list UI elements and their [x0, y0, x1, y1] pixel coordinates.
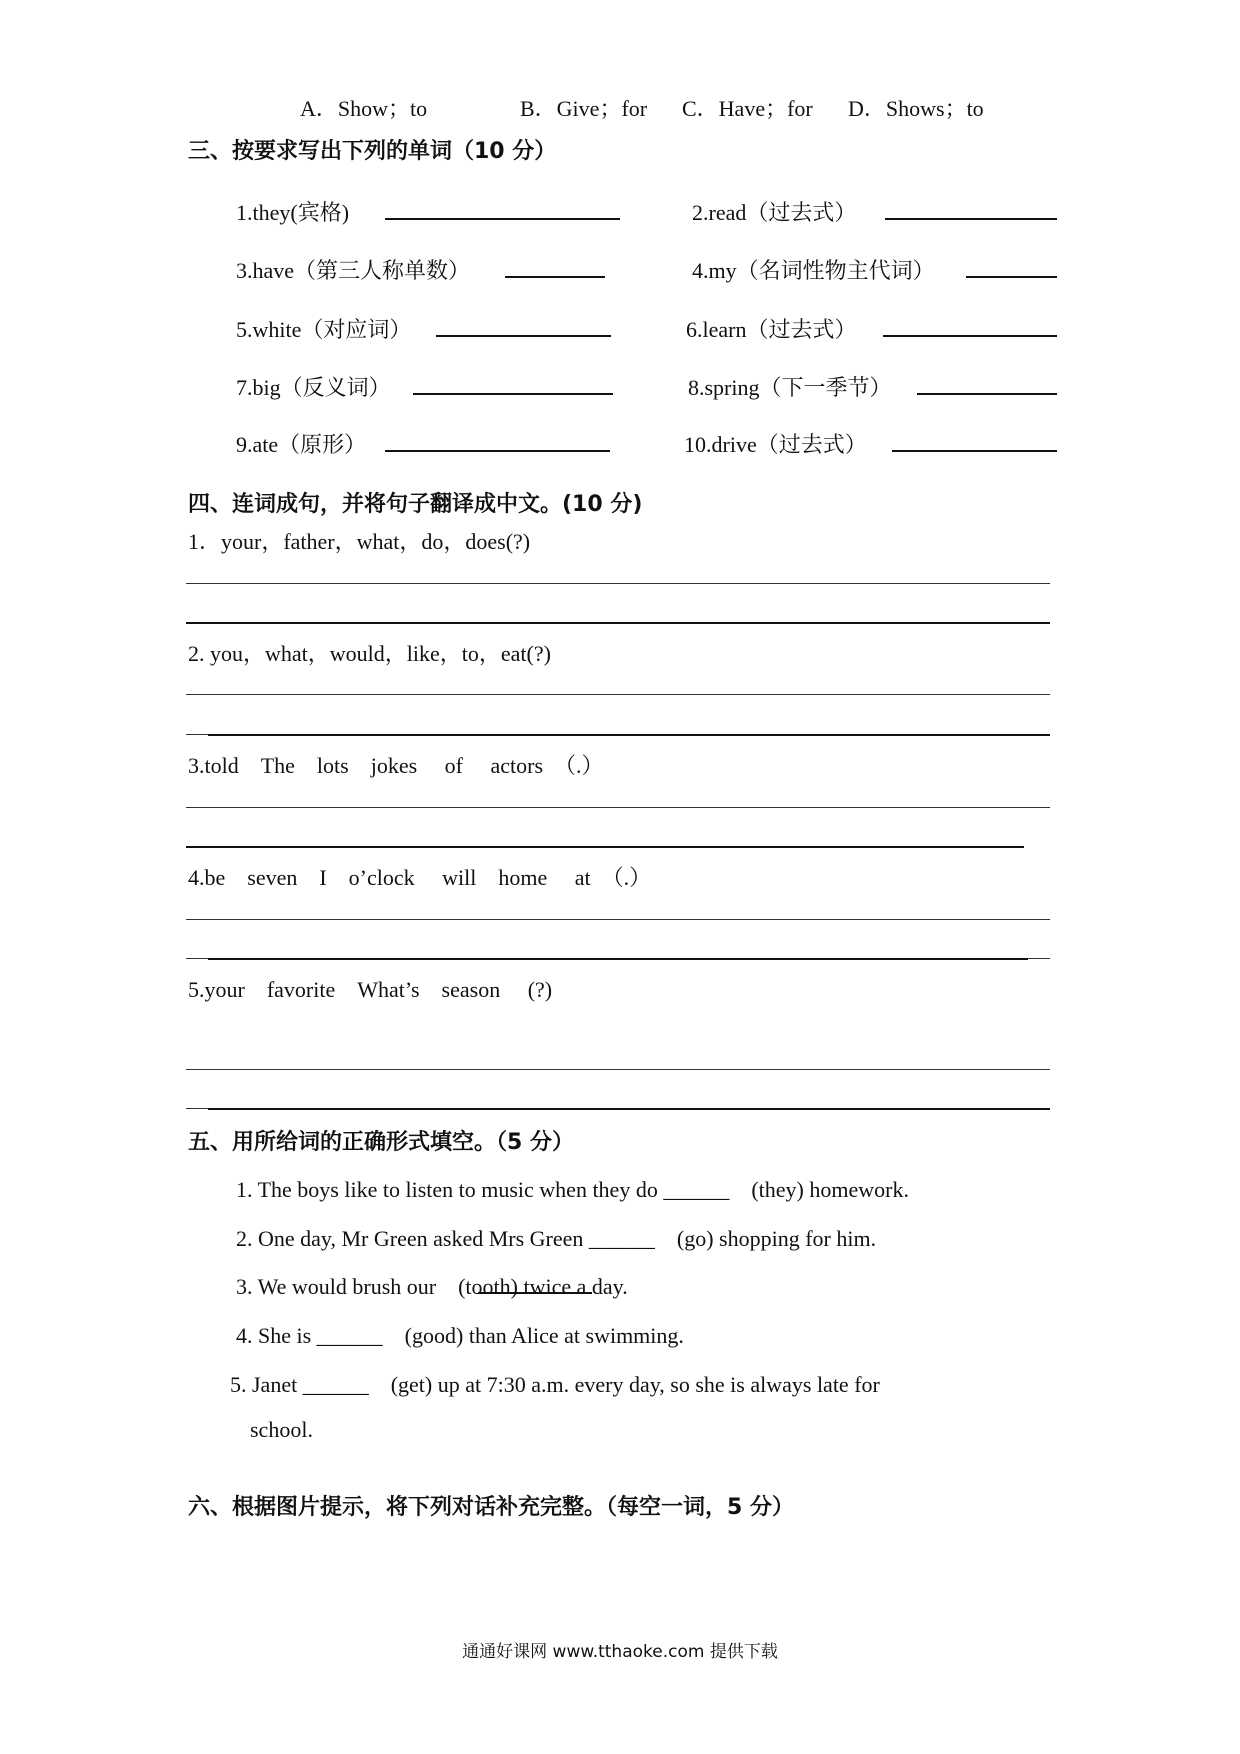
answer-line[interactable] — [436, 335, 611, 337]
fill-blank-item: 5. Janet ______ (get) up at 7:30 a.m. every day, so she is always late for — [230, 1372, 880, 1397]
writing-line-lead — [186, 958, 208, 959]
fill-blank-continuation: school. — [250, 1417, 313, 1442]
writing-line-lead — [186, 734, 208, 735]
answer-line[interactable] — [885, 218, 1057, 220]
writing-line[interactable] — [186, 583, 1050, 584]
writing-line[interactable] — [208, 734, 1050, 736]
reorder-question: 2. you，what，would，like，to，eat(?) — [188, 641, 551, 666]
writing-line[interactable] — [186, 919, 1050, 920]
answer-line[interactable] — [966, 276, 1057, 278]
option-c: C．Have；for — [682, 96, 813, 121]
section4-title: 四、连词成句，并将句子翻译成中文。(10 分) — [188, 492, 643, 517]
fill-blank-line[interactable] — [478, 1292, 592, 1294]
option-d: D．Shows；to — [848, 96, 984, 121]
word-item: 8.spring（下一季节） — [688, 375, 892, 400]
reorder-question: 1．your，father，what，do，does(?) — [188, 529, 531, 554]
reorder-question: 5.your favorite What’s season (?) — [188, 977, 553, 1002]
writing-line[interactable] — [186, 694, 1050, 695]
answer-line[interactable] — [385, 218, 620, 220]
section6-title: 六、根据图片提示，将下列对话补充完整。（每空一词，5 分） — [188, 1495, 794, 1520]
answer-line[interactable] — [505, 276, 605, 278]
writing-line[interactable] — [186, 622, 1050, 624]
writing-line[interactable] — [208, 958, 1028, 960]
answer-line[interactable] — [413, 393, 613, 395]
word-item: 2.read（过去式） — [692, 200, 857, 225]
writing-line[interactable] — [186, 1069, 1050, 1070]
fill-blank-item: 3. We would brush our (tooth) twice a day. — [236, 1274, 628, 1299]
option-a: A．Show；to — [300, 96, 428, 121]
word-item: 4.my（名词性物主代词） — [692, 258, 935, 283]
word-item: 10.drive（过去式） — [684, 432, 867, 457]
answer-line[interactable] — [892, 450, 1057, 452]
answer-line[interactable] — [917, 393, 1057, 395]
section3-title: 三、按要求写出下列的单词（10 分） — [188, 139, 557, 164]
reorder-question: 4.be seven I o’clock will home at （.） — [188, 865, 652, 890]
writing-line[interactable] — [208, 1108, 1050, 1110]
fill-blank-item: 4. She is ______ (good) than Alice at swimming. — [236, 1323, 684, 1348]
writing-line-lead — [186, 1108, 208, 1109]
word-item: 1.they(宾格) — [236, 200, 350, 225]
word-item: 9.ate（原形） — [236, 432, 367, 457]
word-item: 3.have（第三人称单数） — [236, 258, 471, 283]
section5-title: 五、用所给词的正确形式填空。（5 分） — [188, 1130, 574, 1155]
answer-line[interactable] — [883, 335, 1057, 337]
writing-line[interactable] — [186, 846, 1024, 848]
option-b: B．Give；for — [520, 96, 648, 121]
word-item: 6.learn（过去式） — [686, 317, 857, 342]
word-item: 5.white（对应词） — [236, 317, 412, 342]
writing-line[interactable] — [186, 807, 1050, 808]
fill-blank-item: 1. The boys like to listen to music when they do ______ (they) homework. — [236, 1177, 909, 1202]
word-item: 7.big（反义词） — [236, 375, 391, 400]
answer-line[interactable] — [385, 450, 610, 452]
reorder-question: 3.told The lots jokes of actors （.） — [188, 753, 604, 778]
writing-line-tail — [1028, 958, 1050, 959]
footer-credit: 通通好课网 www.tthaoke.com 提供下载 — [462, 1642, 778, 1662]
fill-blank-item: 2. One day, Mr Green asked Mrs Green ______ (go) shopping for him. — [236, 1226, 877, 1251]
